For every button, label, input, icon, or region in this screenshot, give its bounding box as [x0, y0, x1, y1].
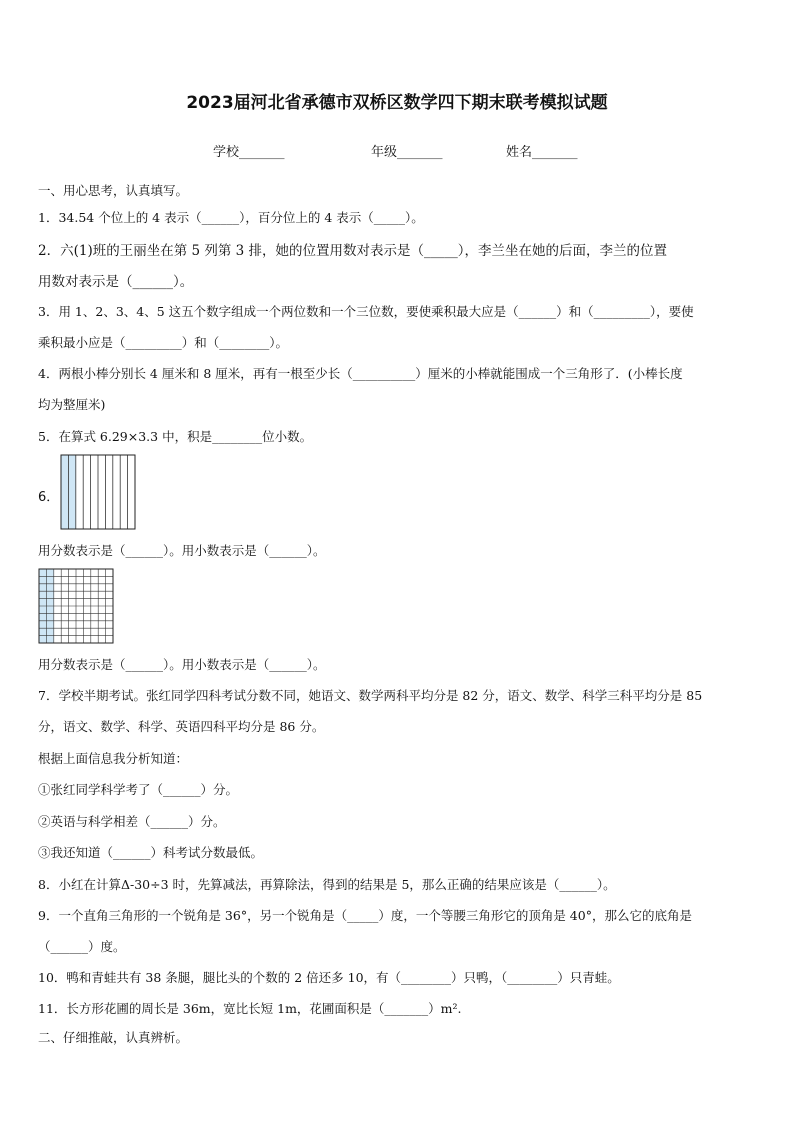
question-1: 1．34.54 个位上的 4 表示（______），百分位上的 4 表示（_____）。	[38, 210, 424, 225]
question-7-item1: ①张红同学科学考了（______）分。	[38, 782, 239, 797]
question-7-item2: ②英语与科学相差（______）分。	[38, 814, 226, 829]
question-6-line2: 用分数表示是（______）。用小数表示是（______）。	[38, 657, 326, 672]
question-4-line2: 均为整厘米)	[38, 397, 106, 412]
question-7-line1: 7．学校半期考试。张红同学四科考试分数不同，她语文、数学两科平均分是 82 分，语文、数学、科学三科平均分是 85	[38, 688, 703, 703]
name-field: 姓名_______	[506, 145, 578, 160]
question-9-line1: 9．一个直角三角形的一个锐角是 36°，另一个锐角是（_____）度，一个等腰三角形它的顶角是 40°，那么它的底角是	[38, 908, 692, 923]
strip-grid-figure	[60, 454, 136, 530]
question-11: 11．长方形花圃的周长是 36m，宽比长短 1m，花圃面积是（_______）m².	[38, 1001, 462, 1016]
school-field: 学校_______	[213, 145, 285, 160]
section-1-heading: 一、用心思考，认真填写。	[38, 183, 189, 198]
question-10: 10．鸭和青蛙共有 38 条腿，腿比头的个数的 2 倍还多 10，有（________）只鸭，（________）只青蛙。	[38, 970, 620, 985]
question-9-line2: （______）度。	[38, 939, 126, 954]
question-7-line3: 根据上面信息我分析知道：	[38, 751, 189, 766]
grade-field: 年级_______	[371, 145, 443, 160]
question-3-line2: 乘积最小应是（_________）和（________）。	[38, 335, 289, 350]
question-8: 8．小红在计算Δ-30÷3 时，先算减法，再算除法，得到的结果是 5，那么正确的结果应该是（______）。	[38, 877, 616, 892]
section-2-heading: 二、仔细推敲，认真辨析。	[38, 1030, 189, 1045]
question-6-line1: 用分数表示是（______）。用小数表示是（______）。	[38, 543, 326, 558]
hundred-grid-figure	[38, 568, 114, 644]
question-7-item3: ③我还知道（______）科考试分数最低。	[38, 845, 264, 860]
question-2-line1: 2．六(1)班的王丽坐在第 5 列第 3 排，她的位置用数对表示是（_____），李兰坐在她的后面，李兰的位置	[38, 243, 668, 259]
question-3-line1: 3．用 1、2、3、4、5 这五个数字组成一个两位数和一个三位数，要使乘积最大应是（______）和（_________），要使	[38, 304, 694, 319]
question-7-line2: 分，语文、数学、科学、英语四科平均分是 86 分。	[38, 719, 325, 734]
question-4-line1: 4．两根小棒分别长 4 厘米和 8 厘米，再有一根至少长（__________）厘米的小棒就能围成一个三角形了．(小棒长度	[38, 366, 683, 381]
question-6-label: 6．	[38, 490, 60, 505]
question-2-line2: 用数对表示是（______）。	[38, 274, 194, 290]
question-5: 5．在算式 6.29×3.3 中，积是________位小数。	[38, 429, 313, 444]
page-title: 2023届河北省承德市双桥区数学四下期末联考模拟试题	[186, 93, 608, 113]
